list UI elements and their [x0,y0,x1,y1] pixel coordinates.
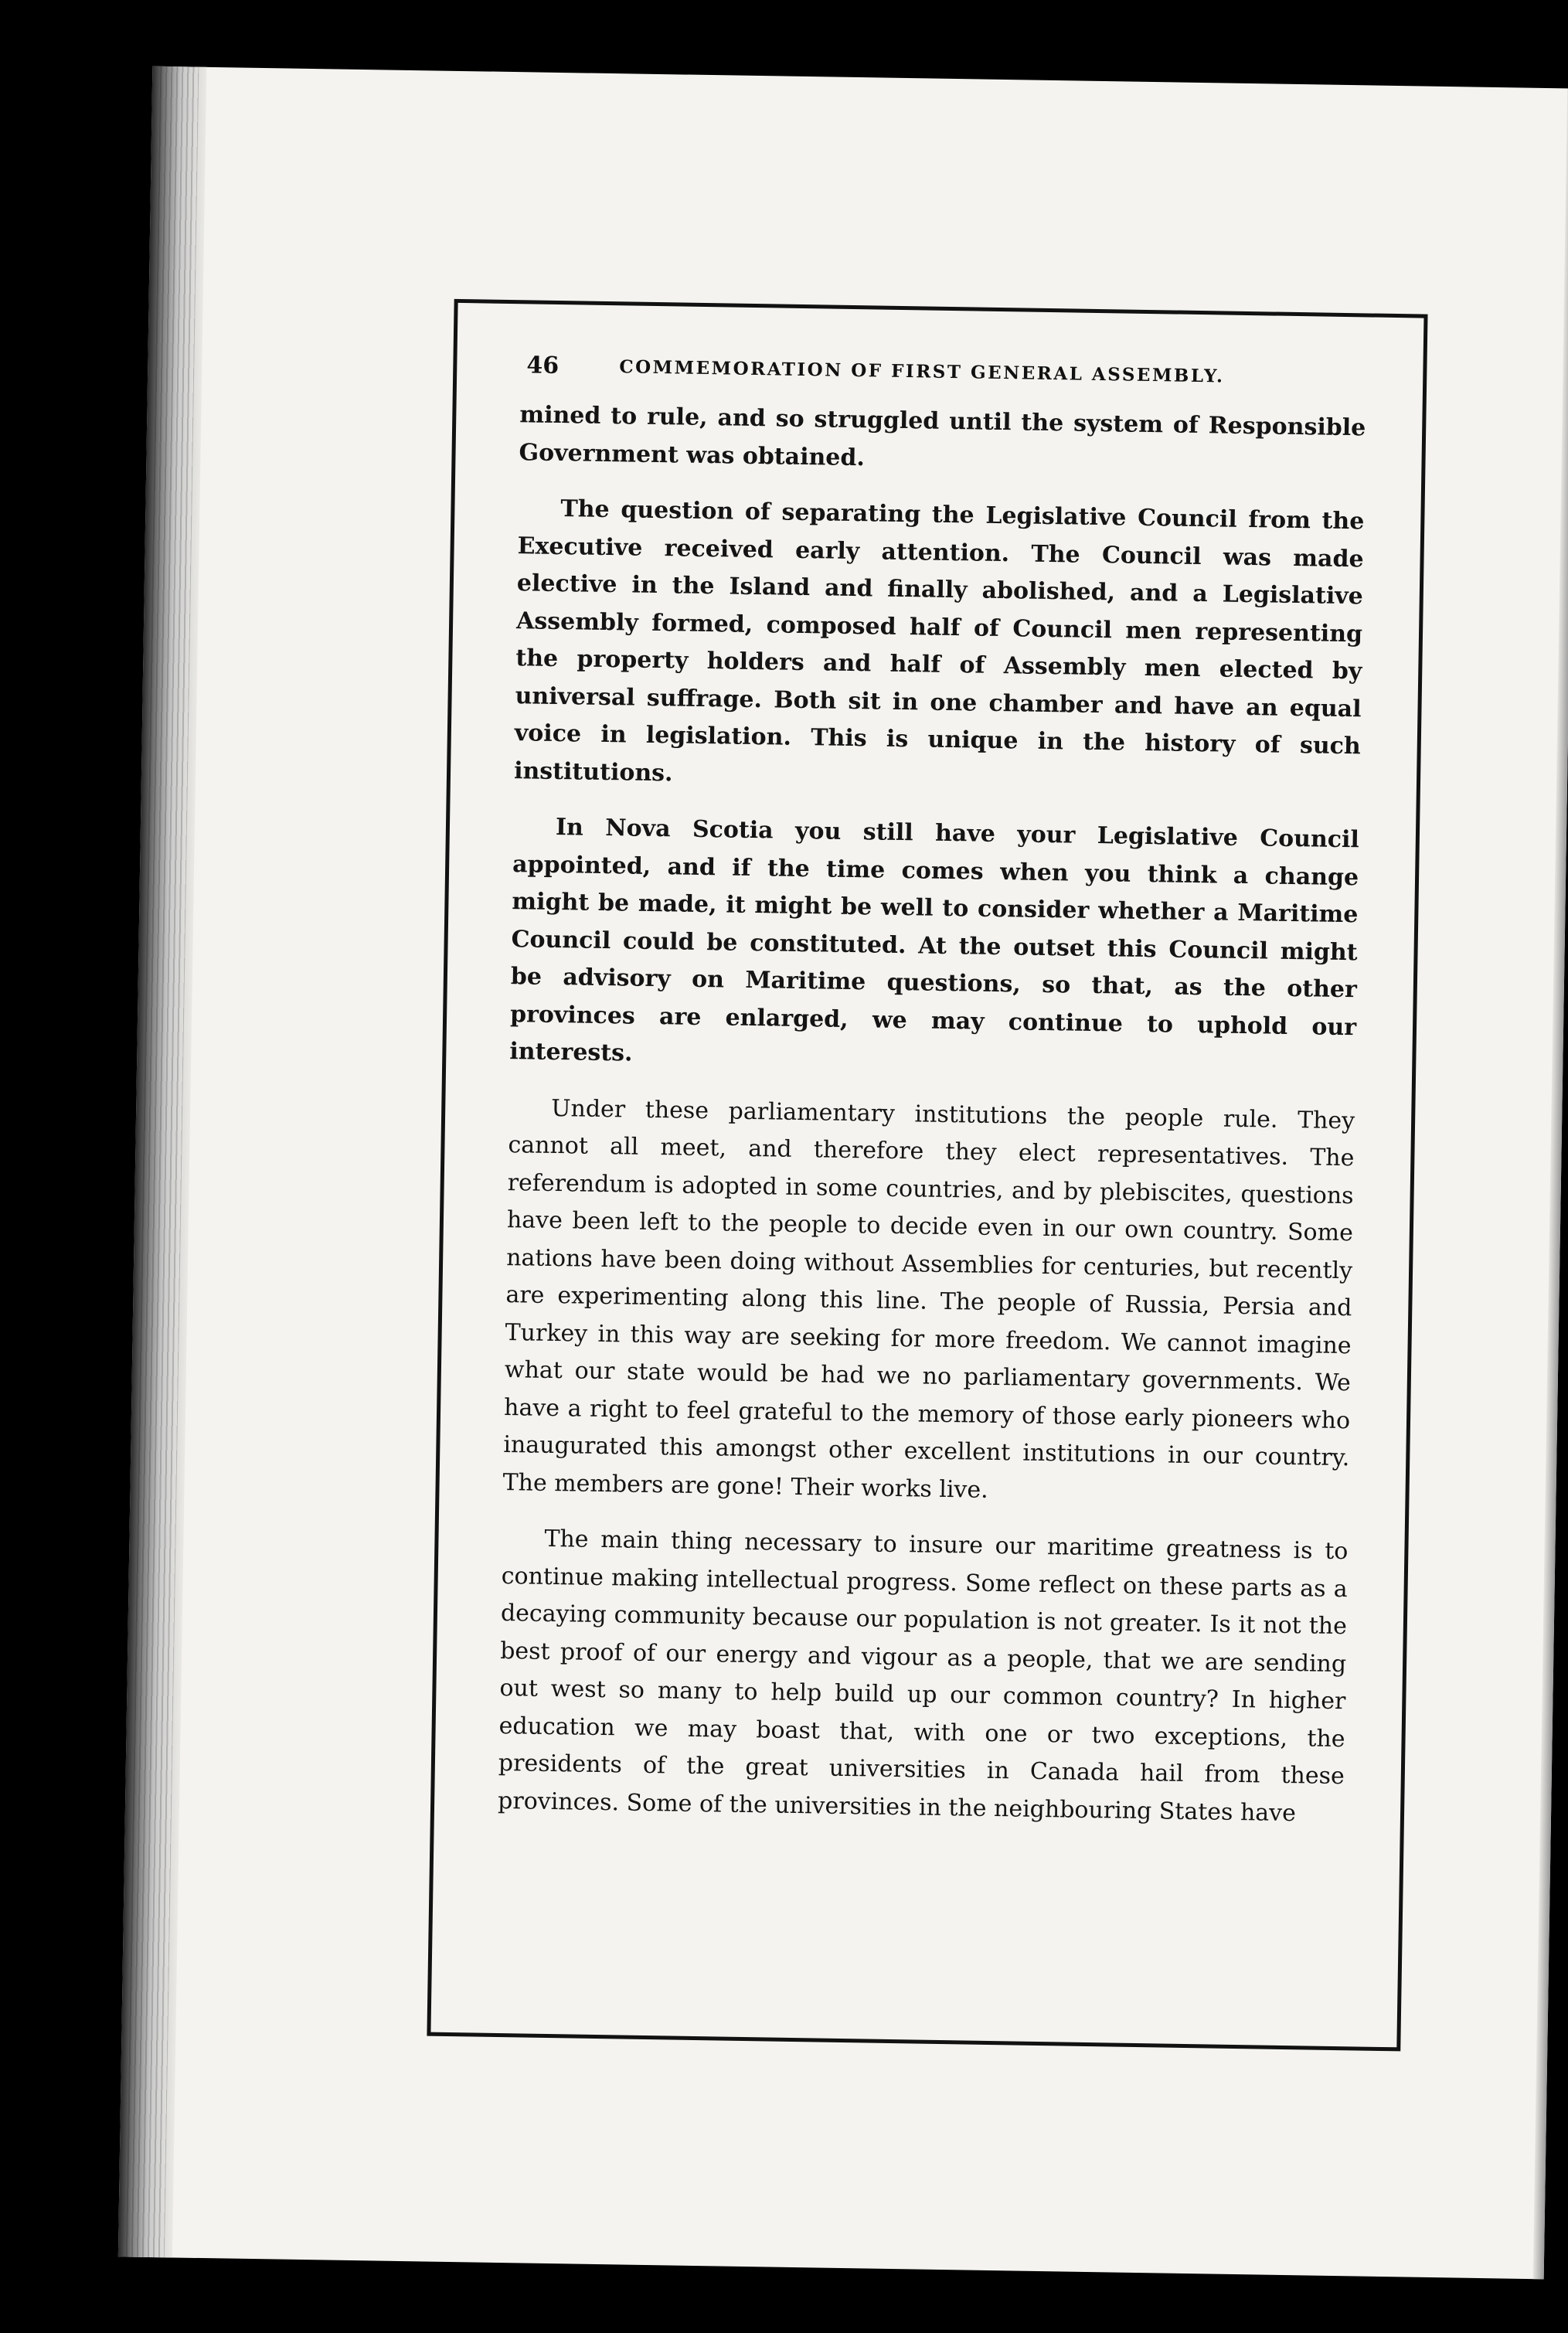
running-title: COMMEMORATION OF FIRST GENERAL ASSEMBLY. [619,356,1225,387]
binding-texture [126,66,199,2257]
page-number: 46 [526,352,560,379]
paragraph-parliamentary-institutions: Under these parliamentary institutions the people rule. They cannot all meet, and therefore they elect representatives. The referendum is adopted in some countries, and by plebiscites, questions have been left to the people to decide even in our own country. Some nations have been doing without Assemblies for centuries, but recently are experimenting along this line. The people of Russia, Persia and Turkey in this way are seeking for more freedom. We cannot imagine what our state would be had we no parliamentary governments. We have a right to feel grateful to the memory of those early pioneers who inaugurated this amongst other excellent institutions in our country. The members are gone! Their works live. [502,1094,1355,1504]
page-header [526,352,1362,399]
book-page [118,66,1568,2280]
text-frame-border [427,299,1427,2052]
page-edge-shadow [1533,88,1568,2279]
paragraph-maritime-greatness: The main thing necessary to insure our maritime greatness is to continue making intellectual progress. Some reflect on these parts as a decaying community because our population is not greater. Is it not the best proof of our energy and vigour as a people, that we are sending out west so many to help build up our common country? In higher education we may boast that, with one or two exceptions, the presidents of the great universities in Canada hail from these provinces. Some of the universities in the neighbouring States have [497,1525,1349,1827]
paragraph-legislative-council: The question of separating the Legislative Council from the Executive received early attention. The Council was made elective in the Island and finally abolished, and a Legislative Assembly formed, composed half of Council men representing the property holders and half of Assembly men elected by universal suffrage. Both sit in one chamber and have an equal voice in legislation. This is unique in the history of such institutions. [513,495,1365,787]
paragraph-nova-scotia: In Nova Scotia you still have your Legislative Council appointed, and if the time comes when you think a change might be made, it might be well to consider whether a Maritime Council could be constituted. At the outset this Council might be advisory on Maritime questions, so that, as the other provinces are enlarged, we may continue to uphold our interests. [509,814,1360,1067]
page-body [498,396,1366,1833]
paragraph-continued: mined to rule, and so struggled until the system of Responsible Government was obtained. [519,401,1366,471]
book-binding-edge [118,66,207,2258]
